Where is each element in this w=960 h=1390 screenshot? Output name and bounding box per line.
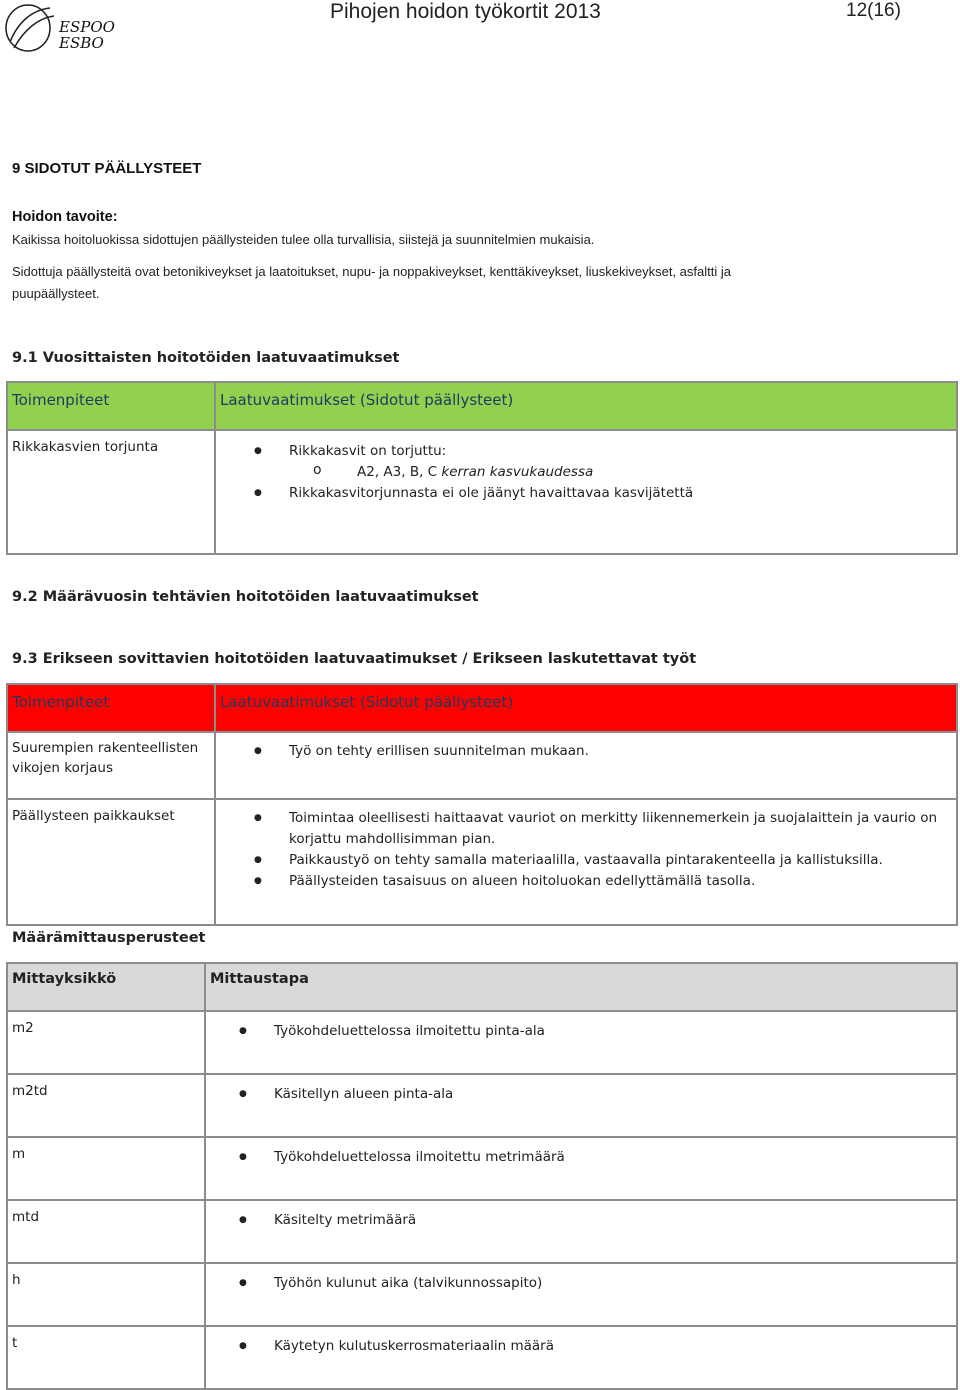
section-heading: 9 SIDOTUT PÄÄLLYSTEET xyxy=(12,160,202,177)
action-cell xyxy=(7,430,215,554)
measurement-table xyxy=(6,962,958,1390)
list-item xyxy=(289,462,956,483)
method-list xyxy=(206,1273,956,1294)
action-line-2: vikojen korjaus xyxy=(12,760,113,776)
unit-text: mtd xyxy=(12,1209,40,1225)
method-text: Työkohdeluettelossa ilmoitettu pinta-ala xyxy=(274,1023,545,1039)
section-9-1-heading: 9.1 Vuosittaisten hoitotöiden laatuvaatimukset xyxy=(12,350,400,366)
list-item xyxy=(206,1147,956,1168)
table-row xyxy=(7,799,957,925)
requirement-text: Rikkakasvitorjunnasta ei ole jäänyt havaittavaa kasvijätettä xyxy=(289,485,694,501)
requirements-cell xyxy=(215,430,957,554)
unit-cell xyxy=(7,1326,205,1389)
logo-line-1: ESPOO xyxy=(59,18,115,36)
header-requirements: Laatuvaatimukset (Sidotut päällysteet) xyxy=(220,391,514,409)
table-header-row xyxy=(7,963,957,1011)
action-text: Rikkakasvien torjunta xyxy=(12,439,159,455)
table-row xyxy=(7,1263,957,1326)
page-number: 12(16) xyxy=(846,0,901,21)
unit-cell xyxy=(7,1137,205,1200)
requirements-cell xyxy=(215,732,957,799)
method-text: Työhön kulunut aika (talvikunnossapito) xyxy=(274,1275,543,1291)
requirement-text-line-1: ● Toimintaa oleellisesti haittaavat vauriot on merkitty liikennemerkein ja suojalaittein ja vaurio on xyxy=(289,810,938,826)
logo-line-2: ESBO xyxy=(59,34,104,52)
sub-item-classes: A2, A3, B, C xyxy=(357,464,442,480)
table-row xyxy=(7,1011,957,1074)
table-9-1 xyxy=(6,381,958,555)
sub-list xyxy=(289,462,956,483)
goal-label: Hoidon tavoite: xyxy=(12,209,118,225)
method-list xyxy=(206,1021,956,1042)
table-row xyxy=(7,430,957,554)
header-cell-unit xyxy=(7,963,205,1011)
unit-text: t xyxy=(12,1335,18,1351)
espoo-logo-mark-icon xyxy=(4,2,56,54)
header-actions: Toimenpiteet xyxy=(12,391,110,409)
unit-text: m2td xyxy=(12,1083,48,1099)
list-item xyxy=(206,1273,956,1294)
section-9-2-heading: 9.2 Määrävuosin tehtävien hoitotöiden laatuvaatimukset xyxy=(12,589,479,605)
list-item xyxy=(216,808,956,850)
goal-text: Kaikissa hoitoluokissa sidottujen päällysteiden tulee olla turvallisia, siistejä ja suunnitelmien mukaisia. xyxy=(12,232,595,247)
header-unit: Mittayksikkö xyxy=(12,971,117,987)
header-cell-actions xyxy=(7,382,215,430)
method-cell xyxy=(205,1263,957,1326)
table-row xyxy=(7,732,957,799)
action-text: Päällysteen paikkaukset xyxy=(12,808,175,824)
unit-text: m2 xyxy=(12,1020,34,1036)
table-row xyxy=(7,1326,957,1389)
action-cell xyxy=(7,732,215,799)
requirement-text-line-2: korjattu mahdollisimman pian. xyxy=(289,831,496,847)
list-item xyxy=(216,850,956,871)
table-9-3 xyxy=(6,683,958,926)
header-cell-requirements xyxy=(215,684,957,732)
table-row xyxy=(7,1200,957,1263)
section-9-3-heading: 9.3 Erikseen sovittavien hoitotöiden laatuvaatimukset / Erikseen laskutettavat työt xyxy=(12,651,697,667)
method-cell xyxy=(205,1326,957,1389)
header-cell-method xyxy=(205,963,957,1011)
header-actions: Toimenpiteet xyxy=(12,693,110,711)
list-item xyxy=(216,741,956,762)
method-text: Käytetyn kulutuskerrosmateriaalin määrä xyxy=(274,1338,554,1354)
requirement-list xyxy=(216,741,956,762)
requirement-text: Rikkakasvit on torjuttu: xyxy=(289,443,447,459)
sub-item-frequency: kerran kasvukaudessa xyxy=(441,464,594,480)
method-list xyxy=(206,1147,956,1168)
unit-cell xyxy=(7,1074,205,1137)
list-item xyxy=(216,483,956,504)
unit-text: m xyxy=(12,1146,26,1162)
unit-cell xyxy=(7,1263,205,1326)
method-list xyxy=(206,1336,956,1357)
header-method: Mittaustapa xyxy=(210,971,309,987)
espoo-logo xyxy=(4,2,124,54)
method-text: Käsitellyn alueen pinta-ala xyxy=(274,1086,454,1102)
table-row xyxy=(7,1137,957,1200)
action-line-1: Suurempien rakenteellisten xyxy=(12,740,199,756)
action-text xyxy=(8,733,214,778)
table-header-row xyxy=(7,382,957,430)
description-line-2: puupäällysteet. xyxy=(12,286,100,301)
list-item xyxy=(206,1210,956,1231)
header-requirements: Laatuvaatimukset (Sidotut päällysteet) xyxy=(220,693,514,711)
list-item xyxy=(206,1084,956,1105)
method-text: Käsitelty metrimäärä xyxy=(274,1212,417,1228)
method-list xyxy=(206,1084,956,1105)
unit-cell xyxy=(7,1200,205,1263)
header-cell-actions xyxy=(7,684,215,732)
action-cell xyxy=(7,799,215,925)
document-title: Pihojen hoidon työkortit 2013 xyxy=(330,0,601,23)
table-header-row xyxy=(7,684,957,732)
requirement-text: Paikkaustyö on tehty samalla materiaalilla, vastaavalla pintarakenteella ja kallistuksilla. xyxy=(289,852,883,868)
measurement-heading: Määrämittausperusteet xyxy=(12,930,206,946)
table-row xyxy=(7,1074,957,1137)
requirement-text: Päällysteiden tasaisuus on alueen hoitoluokan edellyttämällä tasolla. xyxy=(289,873,756,889)
method-cell xyxy=(205,1074,957,1137)
unit-text: h xyxy=(12,1272,21,1288)
list-item xyxy=(216,871,956,892)
requirements-cell xyxy=(215,799,957,925)
requirement-list xyxy=(216,441,956,504)
method-cell xyxy=(205,1011,957,1074)
list-item xyxy=(216,441,956,483)
method-cell xyxy=(205,1200,957,1263)
description-line-1: Sidottuja päällysteitä ovat betonikiveykset ja laatoitukset, nupu- ja noppakiveykset, kenttäkiveykset, liuskekiveykset, asfaltti ja xyxy=(12,264,731,279)
list-item xyxy=(206,1336,956,1357)
method-text: Työkohdeluettelossa ilmoitettu metrimäärä xyxy=(274,1149,565,1165)
header-cell-requirements xyxy=(215,382,957,430)
unit-cell xyxy=(7,1011,205,1074)
requirement-text: Työ on tehty erillisen suunnitelman mukaan. xyxy=(289,743,589,759)
method-list xyxy=(206,1210,956,1231)
method-cell xyxy=(205,1137,957,1200)
list-item xyxy=(206,1021,956,1042)
requirement-list xyxy=(216,808,956,892)
